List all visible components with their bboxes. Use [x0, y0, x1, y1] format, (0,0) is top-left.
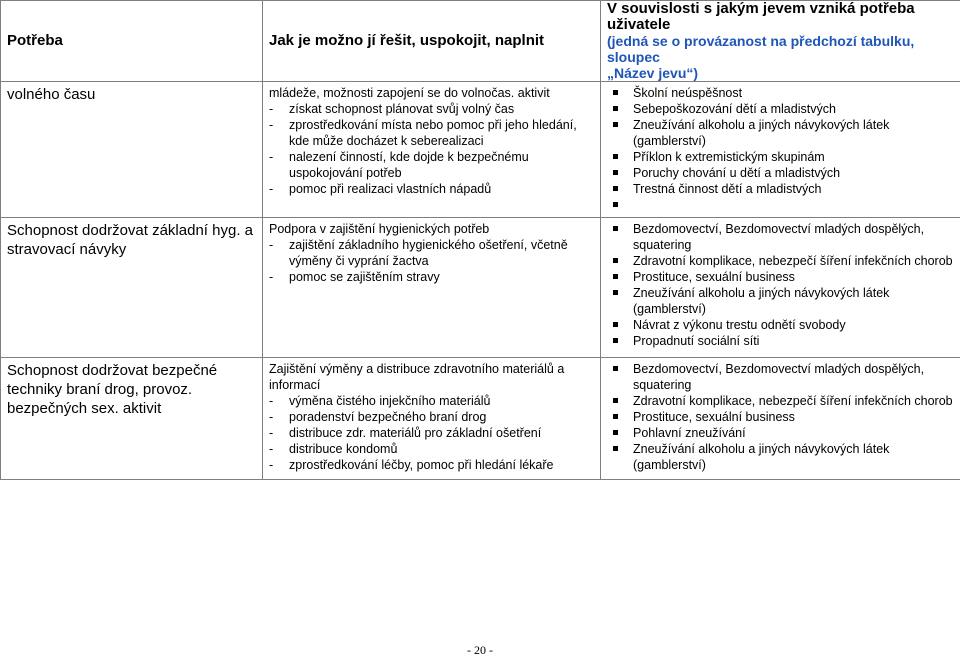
bullet-square-icon [613, 430, 618, 435]
solution-item: - výměna čistého injekčního materiálů [269, 394, 491, 408]
phenomenon-item: Pohlavní zneužívání [607, 425, 954, 441]
page-number: - 20 - [467, 643, 493, 657]
phenomenon-item: Zneužívání alkoholu a jiných návykových látek (gamblerství) [607, 117, 954, 149]
table-row [1, 218, 960, 358]
bullet-square-icon [613, 90, 618, 95]
header-phenomenon [601, 1, 960, 82]
solution-list [269, 237, 594, 285]
bullet-square-icon [613, 170, 618, 175]
bullet-square-icon [613, 274, 618, 279]
phenomenon-item: Zneužívání alkoholu a jiných návykových látek (gamblerství) [607, 285, 954, 317]
bullet-square-icon [613, 290, 618, 295]
bullet-square-icon [613, 226, 618, 231]
solution-intro: mládeže, možnosti zapojení se do volnočas. aktivit [269, 86, 550, 100]
solution-intro: Zajištění výměny a distribuce zdravotního materiálů a informací [269, 362, 565, 392]
bullet-square-icon [613, 446, 618, 451]
solution-item: - pomoc při realizaci vlastních nápadů [269, 182, 492, 196]
header-solution: Jak je možno jí řešit, uspokojit, naplnit [263, 1, 601, 82]
bullet-square-icon [613, 122, 618, 127]
bullet-square-icon [613, 258, 618, 263]
header-phenomenon-title: V souvislosti s jakým jevem vzniká potřeba uživatele [607, 0, 915, 33]
solution-item: - distribuce zdr. materiálů pro základní ošetření [269, 426, 542, 440]
bullet-square-icon [613, 186, 618, 191]
bullet-square-icon [613, 322, 618, 327]
phenomenon-item: Zdravotní komplikace, nebezpečí šíření infekčních chorob [607, 253, 954, 269]
need-cell: Schopnost dodržovat bezpečné techniky braní drog, provoz. bezpečných sex. aktivit [1, 358, 263, 480]
bullet-square-icon [613, 202, 618, 207]
phenomenon-list [607, 361, 954, 473]
phenomenon-cell [601, 82, 960, 218]
bullet-square-icon [613, 398, 618, 403]
phenomenon-item [607, 197, 954, 213]
need-cell: Schopnost dodržovat základní hyg. a stravovací návyky [1, 218, 263, 358]
phenomenon-list [607, 221, 954, 349]
solution-item: - zprostředkování místa nebo pomoc při jeho hledání, kde může docházet k seberealizaci [269, 118, 577, 148]
bullet-square-icon [613, 338, 618, 343]
solution-item: - poradenství bezpečného braní drog [269, 410, 487, 424]
need-cell: volného času [1, 82, 263, 218]
phenomenon-item: Bezdomovectví, Bezdomovectví mladých dospělých, squatering [607, 221, 954, 253]
phenomenon-item: Bezdomovectví, Bezdomovectví mladých dospělých, squatering [607, 361, 954, 393]
header-phenomenon-note-1: (jedná se o provázanost na předchozí tabulku, sloupec [607, 33, 915, 65]
solution-list [269, 393, 594, 473]
solution-item: - zajištění základního hygienického ošetření, včetně výměny či vyprání žactva [269, 238, 568, 268]
solution-cell [263, 358, 601, 480]
phenomenon-item: Zdravotní komplikace, nebezpečí šíření infekčních chorob [607, 393, 954, 409]
solution-item: - získat schopnost plánovat svůj volný čas [269, 102, 515, 116]
bullet-square-icon [613, 414, 618, 419]
phenomenon-item: Trestná činnost dětí a mladistvých [607, 181, 954, 197]
phenomenon-item: Propadnutí sociální síti [607, 333, 954, 349]
bullet-square-icon [613, 366, 618, 371]
solution-cell [263, 218, 601, 358]
phenomenon-item: Poruchy chování u dětí a mladistvých [607, 165, 954, 181]
solution-item: - zprostředkování léčby, pomoc při hledání lékaře [269, 458, 554, 472]
phenomenon-item: Zneužívání alkoholu a jiných návykových látek (gamblerství) [607, 441, 954, 473]
phenomenon-item: Prostituce, sexuální business [607, 409, 954, 425]
solution-item: - pomoc se zajištěním stravy [269, 270, 440, 284]
bullet-square-icon [613, 106, 618, 111]
phenomenon-cell [601, 218, 960, 358]
phenomenon-item: Příklon k extremistickým skupinám [607, 149, 954, 165]
phenomenon-item: Školní neúspěšnost [607, 85, 954, 101]
solution-intro: Podpora v zajištění hygienických potřeb [269, 222, 490, 236]
header-row [1, 1, 960, 82]
solution-item: - nalezení činností, kde dojde k bezpečnému uspokojování potřeb [269, 150, 529, 180]
phenomenon-item: Návrat z výkonu trestu odnětí svobody [607, 317, 954, 333]
phenomenon-item: Sebepoškozování dětí a mladistvých [607, 101, 954, 117]
table-row [1, 358, 960, 480]
solution-list [269, 101, 594, 197]
header-need: Potřeba [1, 1, 263, 82]
solution-cell [263, 82, 601, 218]
header-phenomenon-note-2: „Název jevu“) [607, 65, 699, 81]
phenomenon-list [607, 85, 954, 213]
solution-item: - distribuce kondomů [269, 442, 398, 456]
phenomenon-cell [601, 358, 960, 480]
phenomenon-item: Prostituce, sexuální business [607, 269, 954, 285]
bullet-square-icon [613, 154, 618, 159]
table-row [1, 82, 960, 218]
